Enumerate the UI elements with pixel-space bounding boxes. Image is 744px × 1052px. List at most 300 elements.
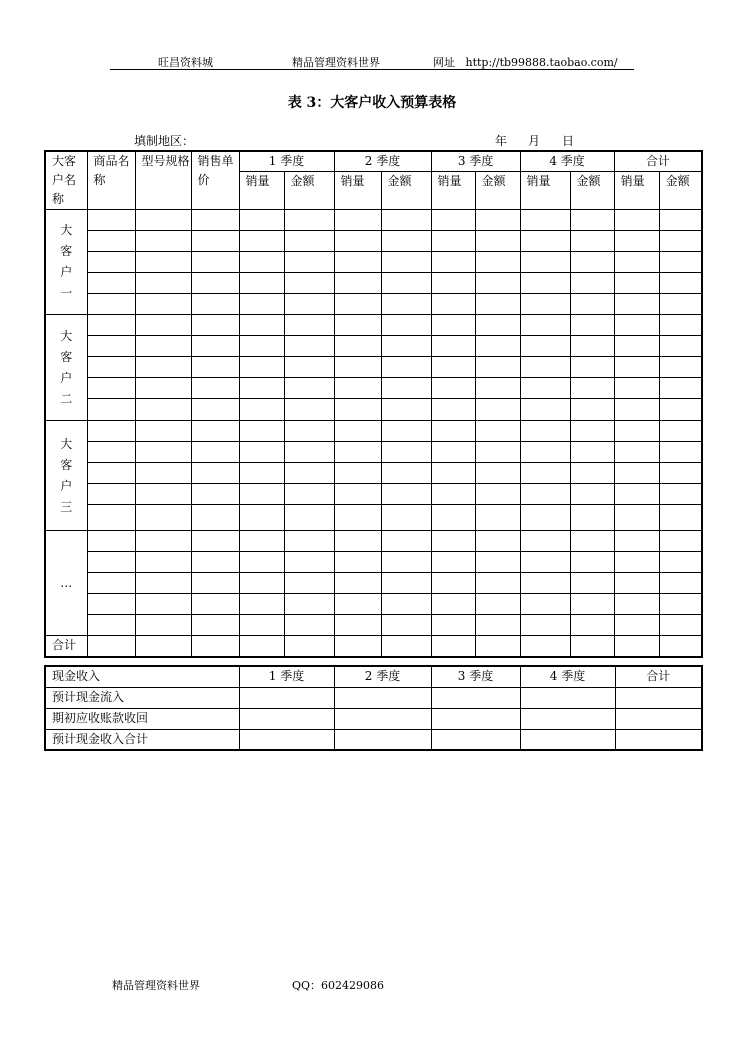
table-cell[interactable] [239,531,284,552]
table-cell[interactable] [334,594,381,615]
date-month: 月 [528,134,541,148]
table-cell[interactable] [381,252,431,273]
table-cell[interactable] [135,252,191,273]
table-cell[interactable] [659,505,702,531]
table-cell[interactable] [520,442,570,463]
table-cell[interactable] [475,399,520,421]
table-cell[interactable] [381,505,431,531]
table-cell[interactable] [87,442,135,463]
table-cell[interactable] [191,336,239,357]
table-cell[interactable] [87,505,135,531]
table-cell[interactable] [475,615,520,636]
table-cell[interactable] [431,294,475,315]
table-cell[interactable] [135,210,191,231]
table-cell[interactable] [239,708,334,729]
table-cell[interactable] [614,210,659,231]
table-cell[interactable] [191,531,239,552]
table-cell[interactable] [659,252,702,273]
table-cell[interactable] [659,552,702,573]
table-cell[interactable] [431,463,475,484]
table-cell[interactable] [520,252,570,273]
table-cell[interactable] [135,463,191,484]
table-cell[interactable] [191,357,239,378]
table-cell[interactable] [659,531,702,552]
col-q3-amount: 金额 [475,172,520,210]
table-cell[interactable] [87,231,135,252]
table-cell[interactable] [284,615,334,636]
table-cell[interactable] [334,708,431,729]
table-cell[interactable] [520,421,570,442]
table-cell[interactable] [135,552,191,573]
table-cell[interactable] [135,315,191,336]
table-row [45,463,702,484]
table-cell[interactable] [431,615,475,636]
table-cell[interactable] [570,505,614,531]
table-cell[interactable] [431,442,475,463]
table-cell[interactable] [135,273,191,294]
table-cell[interactable] [191,315,239,336]
table-cell[interactable] [614,463,659,484]
table-cell[interactable] [239,399,284,421]
table-cell[interactable] [87,336,135,357]
table-cell[interactable] [239,636,284,657]
table-cell[interactable] [284,231,334,252]
table-cell[interactable] [87,315,135,336]
table-cell[interactable] [334,315,381,336]
table-cell[interactable] [284,636,334,657]
table-cell[interactable] [239,484,284,505]
table-cell[interactable] [87,421,135,442]
table-cell[interactable] [191,594,239,615]
table-cell[interactable] [239,273,284,294]
table-cell[interactable] [191,442,239,463]
table-row [45,336,702,357]
table-cell[interactable] [659,210,702,231]
table-cell[interactable] [614,594,659,615]
table-cell[interactable] [284,336,334,357]
table-cell[interactable] [191,484,239,505]
table-cell[interactable] [570,484,614,505]
table-cell[interactable] [431,552,475,573]
table-cell[interactable] [659,615,702,636]
table-cell[interactable] [614,378,659,399]
table-cell[interactable] [615,729,702,750]
table-cell[interactable] [334,231,381,252]
table-cell[interactable] [659,315,702,336]
table-cell[interactable] [381,573,431,594]
table-cell[interactable] [87,615,135,636]
table-cell[interactable] [135,399,191,421]
table-cell[interactable] [381,421,431,442]
table-cell[interactable] [475,273,520,294]
table-cell[interactable] [431,357,475,378]
table-cell[interactable] [334,252,381,273]
table-cell[interactable] [614,252,659,273]
table-cell[interactable] [520,505,570,531]
table-cell[interactable] [135,594,191,615]
table-cell[interactable] [381,315,431,336]
table-cell[interactable] [431,231,475,252]
table-cell[interactable] [570,210,614,231]
table-cell[interactable] [284,315,334,336]
table-cell[interactable] [381,399,431,421]
table-cell[interactable] [475,531,520,552]
table-cell[interactable] [570,252,614,273]
table-cell[interactable] [659,336,702,357]
header-site-url[interactable]: http://tb99888.taobao.com/ [465,56,618,69]
table-cell[interactable] [614,615,659,636]
table-cell[interactable] [381,442,431,463]
table-cell[interactable] [659,636,702,657]
table-cell[interactable] [334,552,381,573]
table-cell[interactable] [475,573,520,594]
table-cell[interactable] [520,552,570,573]
table-cell[interactable] [475,484,520,505]
table-cell[interactable] [334,273,381,294]
table-cell[interactable] [284,399,334,421]
table-cell[interactable] [284,552,334,573]
table-cell[interactable] [334,378,381,399]
table-cell[interactable] [431,573,475,594]
table-cell[interactable] [191,505,239,531]
table-cell[interactable] [659,231,702,252]
table-cell[interactable] [87,573,135,594]
table-cell[interactable] [570,573,614,594]
table-cell[interactable] [570,552,614,573]
table-row [45,421,702,442]
table-cell[interactable] [431,531,475,552]
table-cell[interactable] [284,378,334,399]
table-cell[interactable] [475,442,520,463]
table-cell[interactable] [191,421,239,442]
table-cell[interactable] [334,357,381,378]
table-cell[interactable] [381,594,431,615]
table-cell[interactable] [334,484,381,505]
table-cell[interactable] [570,273,614,294]
table-cell[interactable] [381,484,431,505]
table-cell[interactable] [431,484,475,505]
table-cell[interactable] [614,231,659,252]
table-cell[interactable] [431,505,475,531]
table-cell[interactable] [520,294,570,315]
table-cell[interactable] [135,615,191,636]
table-cell[interactable] [614,294,659,315]
table-cell[interactable] [381,210,431,231]
table-cell[interactable] [570,615,614,636]
table-cell[interactable] [239,594,284,615]
table-cell[interactable] [614,315,659,336]
table-cell[interactable] [191,273,239,294]
table-cell[interactable] [475,552,520,573]
table-cell[interactable] [239,729,334,750]
table-cell[interactable] [431,636,475,657]
table-cell[interactable] [570,421,614,442]
table-cell[interactable] [431,708,520,729]
table-cell[interactable] [135,231,191,252]
table-cell[interactable] [614,505,659,531]
table-cell[interactable] [334,615,381,636]
table-cell[interactable] [191,615,239,636]
table-cell[interactable] [475,315,520,336]
table-cell[interactable] [191,378,239,399]
table-cell[interactable] [381,273,431,294]
table-cell[interactable] [381,294,431,315]
table-cell[interactable] [381,552,431,573]
table-cell[interactable] [475,421,520,442]
table-cell[interactable] [520,231,570,252]
table-cell[interactable] [381,357,431,378]
table-cell[interactable] [334,636,381,657]
table-cell[interactable] [87,357,135,378]
table-cell[interactable] [431,687,520,708]
table-cell[interactable] [570,294,614,315]
table-cell[interactable] [239,442,284,463]
total-row-label: 合计 [45,636,87,657]
table-cell[interactable] [87,294,135,315]
table-cell[interactable] [614,421,659,442]
table-cell[interactable] [614,273,659,294]
table-cell[interactable] [87,463,135,484]
table-cell[interactable] [615,687,702,708]
table-cell[interactable] [520,573,570,594]
table-cell[interactable] [191,463,239,484]
table-cell[interactable] [520,315,570,336]
table-cell[interactable] [475,210,520,231]
table-cell[interactable] [191,636,239,657]
table-cell[interactable] [520,531,570,552]
table-cell[interactable] [191,573,239,594]
table-cell[interactable] [614,357,659,378]
table-cell[interactable] [570,336,614,357]
table-cell[interactable] [135,442,191,463]
table-cell[interactable] [135,636,191,657]
table-cell[interactable] [87,252,135,273]
table-cell[interactable] [614,484,659,505]
table-cell[interactable] [475,252,520,273]
table-cell[interactable] [614,636,659,657]
table-cell[interactable] [475,357,520,378]
table-cell[interactable] [659,573,702,594]
col-q1: 1 季度 [239,151,334,172]
table-cell[interactable] [284,273,334,294]
table-cell[interactable] [614,552,659,573]
header-divider [110,69,634,70]
cash-row [45,708,702,729]
table-cell[interactable] [284,421,334,442]
table-cell[interactable] [520,687,615,708]
table-cell[interactable] [334,336,381,357]
table-cell[interactable] [239,294,284,315]
table-cell[interactable] [520,484,570,505]
table-cell[interactable] [520,729,615,750]
table-cell[interactable] [284,484,334,505]
table-cell[interactable] [239,552,284,573]
table-cell[interactable] [284,594,334,615]
table-cell[interactable] [520,378,570,399]
table-cell[interactable] [475,336,520,357]
table-cell[interactable] [520,636,570,657]
table-cell[interactable] [135,378,191,399]
table-cell[interactable] [431,252,475,273]
table-cell[interactable] [520,463,570,484]
table-cell[interactable] [520,336,570,357]
table-cell[interactable] [520,399,570,421]
table-cell[interactable] [381,531,431,552]
table-cell[interactable] [570,531,614,552]
table-cell[interactable] [239,463,284,484]
table-cell[interactable] [87,378,135,399]
table-cell[interactable] [191,210,239,231]
table-cell[interactable] [431,210,475,231]
table-cell[interactable] [381,615,431,636]
table-cell[interactable] [191,231,239,252]
table-cell[interactable] [334,573,381,594]
table-cell[interactable] [431,399,475,421]
table-cell[interactable] [135,505,191,531]
table-cell[interactable] [284,505,334,531]
table-cell[interactable] [475,294,520,315]
table-cell[interactable] [239,505,284,531]
table-cell[interactable] [135,357,191,378]
table-cell[interactable] [334,531,381,552]
table-cell[interactable] [334,399,381,421]
table-cell[interactable] [431,594,475,615]
table-cell[interactable] [659,463,702,484]
table-cell[interactable] [191,252,239,273]
table-cell[interactable] [284,294,334,315]
table-cell[interactable] [87,594,135,615]
table-cell[interactable] [520,210,570,231]
table-cell[interactable] [431,273,475,294]
table-cell[interactable] [659,421,702,442]
table-cell[interactable] [520,594,570,615]
table-cell[interactable] [659,484,702,505]
table-cell[interactable] [659,273,702,294]
table-cell[interactable] [334,729,431,750]
table-cell[interactable] [284,210,334,231]
table-cell[interactable] [239,573,284,594]
table-cell[interactable] [659,378,702,399]
table-cell[interactable] [614,531,659,552]
table-cell[interactable] [135,531,191,552]
table-cell[interactable] [87,484,135,505]
table-cell[interactable] [431,378,475,399]
table-cell[interactable] [87,273,135,294]
table-cell[interactable] [239,336,284,357]
table-cell[interactable] [135,421,191,442]
table-cell[interactable] [614,573,659,594]
table-cell[interactable] [570,594,614,615]
table-cell[interactable] [520,708,615,729]
table-cell[interactable] [191,399,239,421]
table-cell[interactable] [431,421,475,442]
table-cell[interactable] [475,636,520,657]
table-cell[interactable] [334,210,381,231]
table-cell[interactable] [475,378,520,399]
table-cell[interactable] [520,357,570,378]
table-cell[interactable] [239,421,284,442]
table-cell[interactable] [284,531,334,552]
table-cell[interactable] [284,357,334,378]
table-cell[interactable] [520,615,570,636]
table-cell[interactable] [334,294,381,315]
col-q1-qty: 销量 [239,172,284,210]
table-cell[interactable] [614,442,659,463]
table-cell[interactable] [659,442,702,463]
table-cell[interactable] [239,615,284,636]
table-cell[interactable] [239,357,284,378]
table-cell[interactable] [239,210,284,231]
table-cell[interactable] [570,378,614,399]
table-cell[interactable] [659,399,702,421]
table-cell[interactable] [87,552,135,573]
table-cell[interactable] [475,231,520,252]
table-cell[interactable] [239,687,334,708]
table-cell[interactable] [475,463,520,484]
table-cell[interactable] [659,594,702,615]
table-cell[interactable] [87,636,135,657]
table-cell[interactable] [334,421,381,442]
table-cell[interactable] [381,231,431,252]
table-cell[interactable] [570,463,614,484]
table-cell[interactable] [614,399,659,421]
table-cell[interactable] [570,315,614,336]
table-cell[interactable] [381,636,431,657]
table-cell[interactable] [284,463,334,484]
table-cell[interactable] [431,729,520,750]
table-cell[interactable] [87,210,135,231]
table-cell[interactable] [334,463,381,484]
table-cell[interactable] [239,378,284,399]
table-cell[interactable] [475,505,520,531]
table-cell[interactable] [239,315,284,336]
table-cell[interactable] [570,399,614,421]
table-cell[interactable] [381,463,431,484]
table-cell[interactable] [659,357,702,378]
table-cell[interactable] [615,708,702,729]
table-cell[interactable] [334,687,431,708]
table-cell[interactable] [570,231,614,252]
table-cell[interactable] [614,336,659,357]
col-q2: 2 季度 [334,151,431,172]
table-cell[interactable] [135,294,191,315]
table-cell[interactable] [284,573,334,594]
table-cell[interactable] [191,294,239,315]
table-cell[interactable] [239,231,284,252]
table-cell[interactable] [659,294,702,315]
table-cell[interactable] [334,505,381,531]
table-cell[interactable] [381,336,431,357]
table-cell[interactable] [431,315,475,336]
table-cell[interactable] [334,442,381,463]
table-cell[interactable] [135,573,191,594]
table-cell[interactable] [431,336,475,357]
table-cell[interactable] [135,484,191,505]
table-cell[interactable] [191,552,239,573]
table-cell[interactable] [135,336,191,357]
table-cell[interactable] [381,378,431,399]
table-cell[interactable] [239,252,284,273]
table-cell[interactable] [520,273,570,294]
table-cell[interactable] [87,399,135,421]
table-cell[interactable] [284,442,334,463]
table-cell[interactable] [570,357,614,378]
table-cell[interactable] [570,636,614,657]
table-cell[interactable] [87,531,135,552]
table-cell[interactable] [475,594,520,615]
table-cell[interactable] [284,252,334,273]
table-cell[interactable] [570,442,614,463]
